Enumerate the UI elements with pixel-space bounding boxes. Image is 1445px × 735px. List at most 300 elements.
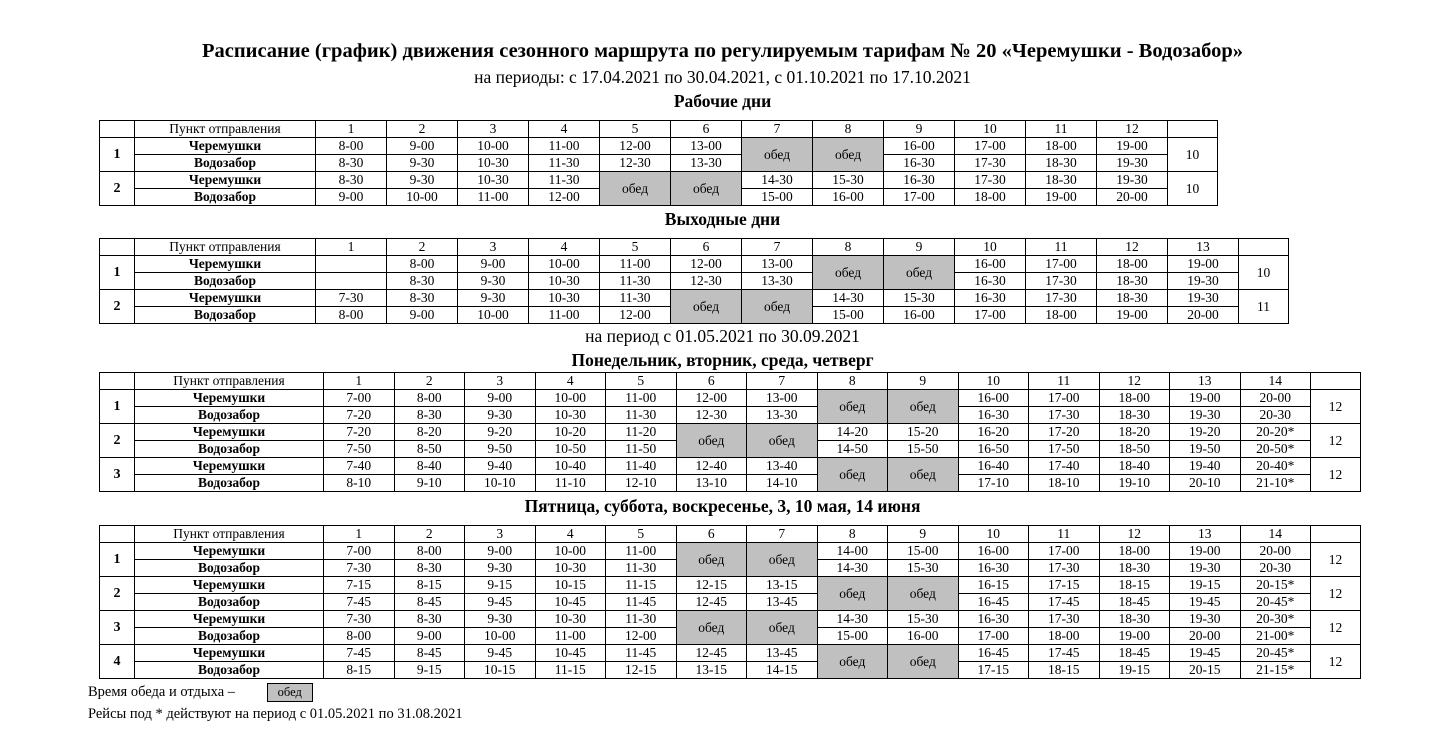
- trip-number-header: 14: [1240, 526, 1311, 543]
- departure-time: 12-15: [606, 662, 677, 679]
- header-empty-cell: [100, 121, 135, 138]
- legend-lunch-swatch: обед: [267, 683, 313, 702]
- departure-time: 20-30: [1240, 407, 1311, 424]
- schedule-table: [99, 120, 1218, 206]
- departure-time: [316, 273, 387, 290]
- departure-time: 15-20: [888, 424, 959, 441]
- departure-time: 7-30: [324, 611, 395, 628]
- bus-number: 2: [100, 577, 135, 611]
- trip-count: 12: [1311, 611, 1361, 645]
- departure-time: 9-30: [458, 290, 529, 307]
- departure-time: 20-00: [1240, 543, 1311, 560]
- header-empty-cell: [1239, 239, 1289, 256]
- footnote: Рейсы под * действуют на период с 01.05.2021 по 31.08.2021: [88, 706, 463, 722]
- departure-time: 19-30: [1168, 273, 1239, 290]
- trip-number-header: 8: [813, 239, 884, 256]
- section-title-weekends: Выходные дни: [664, 209, 781, 229]
- departure-time: 13-45: [747, 645, 818, 662]
- departure-time: 7-45: [324, 594, 395, 611]
- departure-time: 17-10: [958, 475, 1029, 492]
- trip-number-header: 12: [1099, 373, 1170, 390]
- trip-number-header: 5: [600, 121, 671, 138]
- departure-time: 15-30: [884, 290, 955, 307]
- departure-time: 19-45: [1170, 594, 1241, 611]
- trip-count: 10: [1168, 172, 1218, 206]
- departure-time: 10-30: [535, 560, 606, 577]
- departure-time: 12-00: [600, 307, 671, 324]
- departure-time: 19-15: [1170, 577, 1241, 594]
- departure-time: 9-00: [458, 256, 529, 273]
- lunch-break-cell: обед: [817, 577, 888, 611]
- departure-time: 12-00: [671, 256, 742, 273]
- trip-number-header: 11: [1026, 239, 1097, 256]
- departure-time: 18-30: [1099, 560, 1170, 577]
- trip-count: 12: [1311, 390, 1361, 424]
- departure-time: 7-20: [324, 424, 395, 441]
- departure-time: 8-30: [394, 407, 465, 424]
- departure-time: 7-15: [324, 577, 395, 594]
- departure-time: 11-00: [529, 138, 600, 155]
- stop-name-vodozabor: Водозабор: [135, 273, 316, 290]
- departure-time: 7-50: [324, 441, 395, 458]
- departure-time: 13-30: [747, 407, 818, 424]
- departure-time: 18-40: [1099, 458, 1170, 475]
- schedule-table: [99, 238, 1289, 324]
- departure-time: 15-30: [888, 560, 959, 577]
- departure-time: 12-00: [600, 138, 671, 155]
- departure-time: 8-40: [394, 458, 465, 475]
- departure-time: 20-40*: [1240, 458, 1311, 475]
- trip-number-header: 1: [324, 526, 395, 543]
- lunch-break-cell: обед: [676, 424, 747, 458]
- departure-time: 11-00: [606, 390, 677, 407]
- departure-time: 10-00: [387, 189, 458, 206]
- departure-time: 20-30: [1240, 560, 1311, 577]
- trip-number-header: 11: [1029, 373, 1100, 390]
- departure-time: 16-30: [955, 290, 1026, 307]
- bus-number: 3: [100, 458, 135, 492]
- departure-time: 11-30: [606, 611, 677, 628]
- trip-number-header: 9: [888, 526, 959, 543]
- departure-time: 8-10: [324, 475, 395, 492]
- departure-time: 16-00: [955, 256, 1026, 273]
- departure-time: 14-30: [817, 611, 888, 628]
- departure-time: 10-00: [465, 628, 536, 645]
- departure-time: 19-30: [1168, 290, 1239, 307]
- departure-time: 9-30: [458, 273, 529, 290]
- stop-name-cheremushki: Черемушки: [135, 424, 324, 441]
- trip-number-header: 7: [747, 526, 818, 543]
- departure-time: 18-30: [1099, 407, 1170, 424]
- departure-time: 11-30: [606, 560, 677, 577]
- departure-time: 10-30: [529, 273, 600, 290]
- departure-time: 8-00: [316, 138, 387, 155]
- stop-name-vodozabor: Водозабор: [135, 155, 316, 172]
- departure-time: 18-30: [1099, 611, 1170, 628]
- departure-time: 17-15: [1029, 577, 1100, 594]
- trip-number-header: 7: [742, 239, 813, 256]
- trip-number-header: 12: [1097, 239, 1168, 256]
- departure-time: 9-15: [394, 662, 465, 679]
- departure-time: 16-30: [884, 172, 955, 189]
- stop-name-cheremushki: Черемушки: [135, 577, 324, 594]
- departure-time: 7-00: [324, 543, 395, 560]
- table-row: [100, 407, 1361, 424]
- departure-time: 19-10: [1099, 475, 1170, 492]
- lunch-break-cell: обед: [888, 645, 959, 679]
- departure-time: 12-00: [606, 628, 677, 645]
- departure-time: 20-00: [1097, 189, 1168, 206]
- departure-time: 19-40: [1170, 458, 1241, 475]
- departure-time: 10-30: [535, 407, 606, 424]
- departure-time: 15-50: [888, 441, 959, 458]
- trip-number-header: 13: [1170, 526, 1241, 543]
- departure-time: 19-00: [1170, 543, 1241, 560]
- departure-time: 9-30: [465, 560, 536, 577]
- departure-time: 14-30: [813, 290, 884, 307]
- header-empty-cell: [100, 239, 135, 256]
- departure-time: 9-30: [387, 172, 458, 189]
- departure-time: 12-00: [529, 189, 600, 206]
- table-header-row: [100, 121, 1218, 138]
- departure-time: 13-00: [742, 256, 813, 273]
- stop-name-vodozabor: Водозабор: [135, 189, 316, 206]
- period-subtitle-1: на периоды: с 17.04.2021 по 30.04.2021, с 01.10.2021 по 17.10.2021: [474, 67, 971, 87]
- departure-time: 17-45: [1029, 594, 1100, 611]
- departure-time: 8-20: [394, 424, 465, 441]
- departure-time: 10-00: [458, 307, 529, 324]
- departure-time: 10-15: [535, 577, 606, 594]
- legend-text: Время обеда и отдыха –: [88, 684, 236, 700]
- stop-name-vodozabor: Водозабор: [135, 662, 324, 679]
- trip-number-header: 1: [316, 121, 387, 138]
- departure-time: 10-20: [535, 424, 606, 441]
- table-row: [100, 256, 1289, 273]
- departure-time: 19-30: [1170, 407, 1241, 424]
- departure-time: 10-50: [535, 441, 606, 458]
- departure-time: 18-00: [1099, 543, 1170, 560]
- trip-number-header: 9: [884, 239, 955, 256]
- departure-time: 10-00: [535, 390, 606, 407]
- stop-name-cheremushki: Черемушки: [135, 290, 316, 307]
- departure-time: 8-50: [394, 441, 465, 458]
- departure-time: 21-00*: [1240, 628, 1311, 645]
- departure-time: 14-10: [747, 475, 818, 492]
- departure-time: 8-00: [394, 390, 465, 407]
- departure-time: 17-00: [958, 628, 1029, 645]
- departure-time: 21-15*: [1240, 662, 1311, 679]
- bus-number: 2: [100, 172, 135, 206]
- table-row: [100, 290, 1289, 307]
- departure-time: 9-15: [465, 577, 536, 594]
- departure-time: 14-50: [817, 441, 888, 458]
- departure-time: 19-15: [1099, 662, 1170, 679]
- departure-time: 18-45: [1099, 594, 1170, 611]
- lunch-break-cell: обед: [671, 290, 742, 324]
- departure-time: 17-00: [955, 307, 1026, 324]
- trip-number-header: 3: [465, 526, 536, 543]
- table-row: [100, 155, 1218, 172]
- section-title-fri-sun: Пятница, суббота, воскресенье, 3, 10 мая, 14 июня: [524, 496, 921, 516]
- stop-name-vodozabor: Водозабор: [135, 307, 316, 324]
- bus-number: 1: [100, 543, 135, 577]
- trip-number-header: 8: [813, 121, 884, 138]
- departure-time: 17-30: [955, 172, 1026, 189]
- departure-time: 11-00: [600, 256, 671, 273]
- departure-time: 11-00: [458, 189, 529, 206]
- departure-time: 11-40: [606, 458, 677, 475]
- header-empty-cell: [1311, 526, 1361, 543]
- trip-count: 11: [1239, 290, 1289, 324]
- departure-time: 8-00: [394, 543, 465, 560]
- departure-time: 12-10: [606, 475, 677, 492]
- departure-time: 18-30: [1026, 172, 1097, 189]
- lunch-break-cell: обед: [884, 256, 955, 290]
- departure-time: 9-00: [387, 307, 458, 324]
- departure-time: 14-20: [817, 424, 888, 441]
- departure-time: 12-00: [676, 390, 747, 407]
- departure-time: 13-45: [747, 594, 818, 611]
- departure-time: 16-30: [958, 611, 1029, 628]
- trip-number-header: 7: [747, 373, 818, 390]
- table-row: [100, 594, 1361, 611]
- trip-count: 10: [1239, 256, 1289, 290]
- departure-time: 9-30: [465, 407, 536, 424]
- stop-name-cheremushki: Черемушки: [135, 138, 316, 155]
- departure-time: 10-30: [529, 290, 600, 307]
- lunch-break-cell: обед: [671, 172, 742, 206]
- departure-time: 9-30: [387, 155, 458, 172]
- departure-time: 13-00: [671, 138, 742, 155]
- departure-time: 9-40: [465, 458, 536, 475]
- schedule-table: [99, 525, 1361, 679]
- departure-time: 20-20*: [1240, 424, 1311, 441]
- lunch-break-cell: обед: [813, 138, 884, 172]
- departure-time: 17-45: [1029, 645, 1100, 662]
- lunch-legend: [88, 683, 313, 702]
- trip-number-header: 3: [458, 239, 529, 256]
- lunch-break-cell: обед: [888, 390, 959, 424]
- departure-time: 9-10: [394, 475, 465, 492]
- departure-time: 17-15: [958, 662, 1029, 679]
- departure-time: 19-50: [1170, 441, 1241, 458]
- departure-time: 11-15: [535, 662, 606, 679]
- stop-name-vodozabor: Водозабор: [135, 475, 324, 492]
- departure-time: 13-00: [747, 390, 818, 407]
- trip-number-header: 1: [316, 239, 387, 256]
- trip-number-header: 13: [1168, 239, 1239, 256]
- trip-number-header: 2: [394, 526, 465, 543]
- trip-number-header: 8: [817, 526, 888, 543]
- departure-time: 7-40: [324, 458, 395, 475]
- departure-time: 7-20: [324, 407, 395, 424]
- departure-time: 17-20: [1029, 424, 1100, 441]
- departure-time: 9-20: [465, 424, 536, 441]
- departure-time: 13-30: [742, 273, 813, 290]
- lunch-break-cell: обед: [817, 390, 888, 424]
- trip-count: 12: [1311, 645, 1361, 679]
- departure-time: 10-00: [529, 256, 600, 273]
- departure-time: 19-30: [1170, 560, 1241, 577]
- lunch-break-cell: обед: [742, 290, 813, 324]
- header-departure-point: Пункт отправления: [135, 239, 316, 256]
- section-title-mon-thu: Понедельник, вторник, среда, четверг: [571, 350, 874, 370]
- departure-time: 20-45*: [1240, 645, 1311, 662]
- trip-number-header: 2: [387, 239, 458, 256]
- departure-time: [316, 256, 387, 273]
- departure-time: 12-30: [676, 407, 747, 424]
- departure-time: 17-00: [1026, 256, 1097, 273]
- header-departure-point: Пункт отправления: [135, 121, 316, 138]
- departure-time: 12-45: [676, 645, 747, 662]
- stop-name-cheremushki: Черемушки: [135, 543, 324, 560]
- trip-number-header: 2: [387, 121, 458, 138]
- lunch-break-cell: обед: [817, 458, 888, 492]
- departure-time: 19-30: [1097, 172, 1168, 189]
- table-row: [100, 475, 1361, 492]
- departure-time: 20-00: [1170, 628, 1241, 645]
- departure-time: 18-30: [1026, 155, 1097, 172]
- table-row: [100, 138, 1218, 155]
- departure-time: 11-10: [535, 475, 606, 492]
- stop-name-cheremushki: Черемушки: [135, 172, 316, 189]
- departure-time: 17-00: [1029, 390, 1100, 407]
- departure-time: 18-00: [1029, 628, 1100, 645]
- departure-time: 20-15: [1170, 662, 1241, 679]
- departure-time: 16-00: [813, 189, 884, 206]
- stop-name-cheremushki: Черемушки: [135, 458, 324, 475]
- departure-time: 8-30: [316, 155, 387, 172]
- stop-name-vodozabor: Водозабор: [135, 441, 324, 458]
- departure-time: 11-30: [600, 273, 671, 290]
- trip-number-header: 9: [884, 121, 955, 138]
- departure-time: 12-15: [676, 577, 747, 594]
- table-header-row: [100, 526, 1361, 543]
- trip-number-header: 6: [676, 526, 747, 543]
- trip-number-header: 10: [955, 239, 1026, 256]
- departure-time: 10-45: [535, 594, 606, 611]
- departure-time: 20-00: [1240, 390, 1311, 407]
- departure-time: 7-00: [324, 390, 395, 407]
- bus-number: 1: [100, 256, 135, 290]
- lunch-break-cell: обед: [813, 256, 884, 290]
- departure-time: 11-20: [606, 424, 677, 441]
- departure-time: 18-00: [1097, 256, 1168, 273]
- departure-time: 20-50*: [1240, 441, 1311, 458]
- trip-number-header: 11: [1029, 526, 1100, 543]
- departure-time: 17-50: [1029, 441, 1100, 458]
- departure-time: 18-10: [1029, 475, 1100, 492]
- departure-time: 8-00: [324, 628, 395, 645]
- departure-time: 19-00: [1097, 138, 1168, 155]
- header-empty-cell: [1168, 121, 1218, 138]
- departure-time: 8-00: [387, 256, 458, 273]
- departure-time: 12-30: [600, 155, 671, 172]
- departure-time: 16-00: [884, 138, 955, 155]
- departure-time: 9-45: [465, 594, 536, 611]
- departure-time: 20-00: [1168, 307, 1239, 324]
- departure-time: 11-00: [535, 628, 606, 645]
- departure-time: 11-45: [606, 594, 677, 611]
- trip-number-header: 6: [676, 373, 747, 390]
- departure-time: 8-15: [324, 662, 395, 679]
- departure-time: 19-00: [1097, 307, 1168, 324]
- bus-number: 3: [100, 611, 135, 645]
- departure-time: 7-30: [324, 560, 395, 577]
- departure-time: 18-00: [1099, 390, 1170, 407]
- trip-number-header: 12: [1099, 526, 1170, 543]
- table-row: [100, 458, 1361, 475]
- departure-time: 10-00: [458, 138, 529, 155]
- departure-time: 9-30: [465, 611, 536, 628]
- table-row: [100, 662, 1361, 679]
- trip-number-header: 5: [606, 526, 677, 543]
- table-row: [100, 577, 1361, 594]
- departure-time: 15-00: [813, 307, 884, 324]
- departure-time: 9-00: [316, 189, 387, 206]
- departure-time: 11-00: [529, 307, 600, 324]
- departure-time: 16-40: [958, 458, 1029, 475]
- period-subtitle-2: на период с 01.05.2021 по 30.09.2021: [585, 326, 860, 346]
- lunch-break-cell: обед: [747, 611, 818, 645]
- trip-number-header: 4: [529, 121, 600, 138]
- departure-time: 13-40: [747, 458, 818, 475]
- table-row: [100, 424, 1361, 441]
- trip-number-header: 1: [324, 373, 395, 390]
- trip-count: 12: [1311, 458, 1361, 492]
- departure-time: 19-30: [1170, 611, 1241, 628]
- lunch-break-cell: обед: [888, 577, 959, 611]
- departure-time: 16-20: [958, 424, 1029, 441]
- departure-time: 9-00: [465, 543, 536, 560]
- departure-time: 17-30: [1029, 611, 1100, 628]
- table-row: [100, 645, 1361, 662]
- departure-time: 10-40: [535, 458, 606, 475]
- departure-time: 11-00: [606, 543, 677, 560]
- trip-number-header: 6: [671, 121, 742, 138]
- departure-time: 8-00: [316, 307, 387, 324]
- departure-time: 9-00: [394, 628, 465, 645]
- departure-time: 18-50: [1099, 441, 1170, 458]
- departure-time: 19-00: [1170, 390, 1241, 407]
- trip-number-header: 3: [465, 373, 536, 390]
- departure-time: 18-45: [1099, 645, 1170, 662]
- departure-time: 17-30: [955, 155, 1026, 172]
- page-title: Расписание (график) движения сезонного маршрута по регулируемым тарифам № 20 «Черемушки - Водозабор»: [201, 40, 1244, 62]
- lunch-break-cell: обед: [888, 458, 959, 492]
- trip-number-header: 4: [535, 373, 606, 390]
- table-row: [100, 611, 1361, 628]
- departure-time: 16-00: [958, 390, 1029, 407]
- departure-time: 16-30: [958, 407, 1029, 424]
- header-empty-cell: [100, 526, 135, 543]
- departure-time: 12-40: [676, 458, 747, 475]
- departure-time: 16-30: [955, 273, 1026, 290]
- departure-time: 18-30: [1097, 290, 1168, 307]
- stop-name-vodozabor: Водозабор: [135, 628, 324, 645]
- departure-time: 17-40: [1029, 458, 1100, 475]
- departure-time: 19-45: [1170, 645, 1241, 662]
- departure-time: 9-00: [465, 390, 536, 407]
- departure-time: 16-00: [958, 543, 1029, 560]
- departure-time: 16-30: [884, 155, 955, 172]
- trip-number-header: 3: [458, 121, 529, 138]
- trip-number-header: 13: [1170, 373, 1241, 390]
- departure-time: 8-30: [316, 172, 387, 189]
- trip-number-header: 10: [958, 373, 1029, 390]
- departure-time: 8-30: [387, 273, 458, 290]
- trip-number-header: 9: [888, 373, 959, 390]
